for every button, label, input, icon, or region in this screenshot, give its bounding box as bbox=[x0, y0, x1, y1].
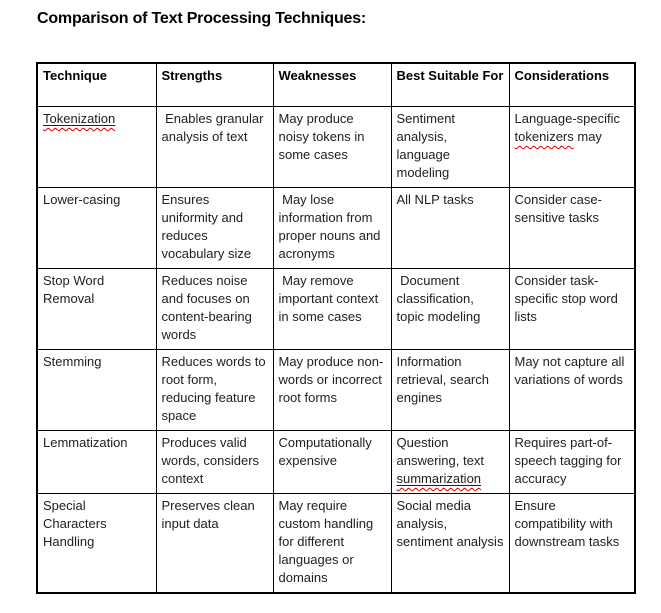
column-header: Considerations bbox=[509, 63, 635, 107]
table-cell: Ensures uniformity and reduces vocabulary size bbox=[156, 188, 273, 269]
table-cell: May not capture all variations of words bbox=[509, 350, 635, 431]
table-row bbox=[37, 107, 635, 188]
column-header: Strengths bbox=[156, 63, 273, 107]
misspelled-word: tokenizers bbox=[514, 129, 574, 144]
column-header: Technique bbox=[37, 63, 156, 107]
table-cell: Question answering, text summarization bbox=[391, 431, 509, 494]
table-cell: Lemmatization bbox=[37, 431, 156, 494]
table-cell: Consider task-specific stop word lists bbox=[509, 269, 635, 350]
table-cell: Social media analysis, sentiment analysis bbox=[391, 494, 509, 594]
table-cell: Reduces words to root form, reducing feature space bbox=[156, 350, 273, 431]
table-cell: Consider case-sensitive tasks bbox=[509, 188, 635, 269]
column-header: Weaknesses bbox=[273, 63, 391, 107]
table-row bbox=[37, 188, 635, 269]
table-cell: Stop Word Removal bbox=[37, 269, 156, 350]
table-cell: May remove important context in some cases bbox=[273, 269, 391, 350]
table-cell: Lower-casing bbox=[37, 188, 156, 269]
table-cell: All NLP tasks bbox=[391, 188, 509, 269]
table-cell: Stemming bbox=[37, 350, 156, 431]
table-cell: Information retrieval, search engines bbox=[391, 350, 509, 431]
page-title: Comparison of Text Processing Techniques: bbox=[37, 10, 367, 27]
table-cell: Requires part-of-speech tagging for accuracy bbox=[509, 431, 635, 494]
table-row bbox=[37, 350, 635, 431]
table-cell: Preserves clean input data bbox=[156, 494, 273, 594]
table-header bbox=[37, 63, 635, 107]
table-row bbox=[37, 431, 635, 494]
table-cell: Sentiment analysis, language modeling bbox=[391, 107, 509, 188]
table-row bbox=[37, 269, 635, 350]
table-cell: May produce noisy tokens in some cases bbox=[273, 107, 391, 188]
table-cell: Enables granular analysis of text bbox=[156, 107, 273, 188]
table-cell: Reduces noise and focuses on content-bearing words bbox=[156, 269, 273, 350]
column-header: Best Suitable For bbox=[391, 63, 509, 107]
table-cell: Ensure compatibility with downstream tasks bbox=[509, 494, 635, 594]
table-cell bbox=[37, 107, 156, 188]
table-cell: May lose information from proper nouns and acronyms bbox=[273, 188, 391, 269]
table-cell: Document classification, topic modeling bbox=[391, 269, 509, 350]
header-row bbox=[37, 63, 635, 107]
table-cell: Produces valid words, considers context bbox=[156, 431, 273, 494]
table-body bbox=[37, 107, 635, 594]
table-cell: Language-specific tokenizers may bbox=[509, 107, 635, 188]
table-cell: May require custom handling for different languages or domains bbox=[273, 494, 391, 594]
table-row bbox=[37, 494, 635, 594]
comparison-table bbox=[36, 62, 636, 594]
table-cell: Special Characters Handling bbox=[37, 494, 156, 594]
underlined-misspelled-word: Tokenization bbox=[43, 111, 116, 126]
table-cell: Computationally expensive bbox=[273, 431, 391, 494]
table-cell: May produce non-words or incorrect root forms bbox=[273, 350, 391, 431]
underlined-misspelled-word: summarization bbox=[396, 471, 482, 486]
